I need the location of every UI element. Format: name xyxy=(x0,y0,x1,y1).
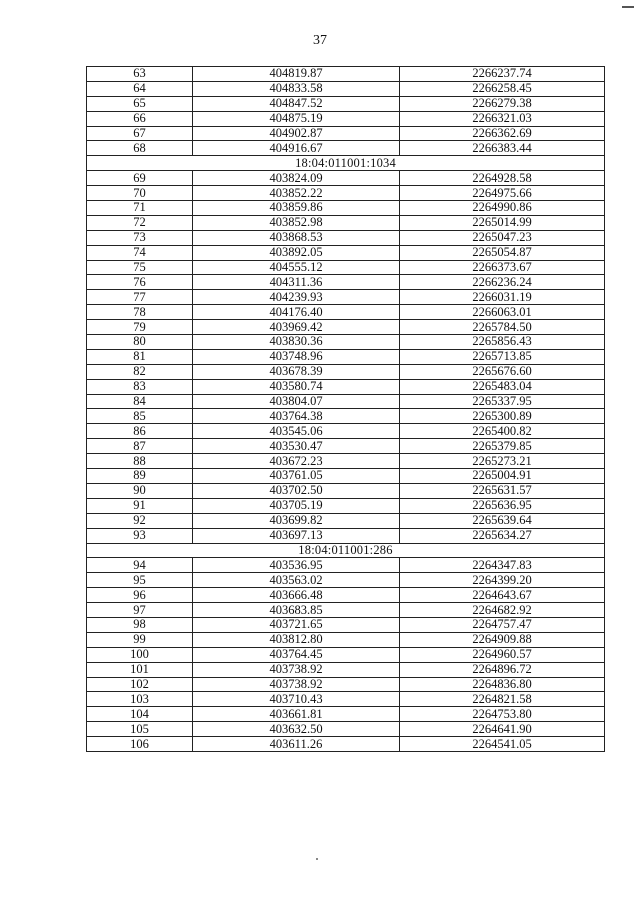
point-number: 84 xyxy=(87,394,193,409)
table-row xyxy=(87,469,605,484)
table-row xyxy=(87,707,605,722)
coordinates-table xyxy=(86,66,605,752)
point-number: 99 xyxy=(87,632,193,647)
y-coordinate: 2266258.45 xyxy=(400,81,605,96)
table-row xyxy=(87,364,605,379)
y-coordinate: 2264960.57 xyxy=(400,647,605,662)
y-coordinate: 2266373.67 xyxy=(400,260,605,275)
table-row xyxy=(87,647,605,662)
x-coordinate: 403710.43 xyxy=(193,692,400,707)
section-header-row xyxy=(87,156,605,171)
table-row xyxy=(87,409,605,424)
y-coordinate: 2266236.24 xyxy=(400,275,605,290)
table-row xyxy=(87,632,605,647)
x-coordinate: 404176.40 xyxy=(193,305,400,320)
point-number: 97 xyxy=(87,603,193,618)
table-row xyxy=(87,111,605,126)
point-number: 80 xyxy=(87,335,193,350)
y-coordinate: 2264836.80 xyxy=(400,677,605,692)
table-row xyxy=(87,245,605,260)
table-row xyxy=(87,290,605,305)
point-number: 94 xyxy=(87,558,193,573)
point-number: 86 xyxy=(87,424,193,439)
scan-speck xyxy=(316,858,318,860)
y-coordinate: 2264757.47 xyxy=(400,617,605,632)
y-coordinate: 2265639.64 xyxy=(400,513,605,528)
point-number: 105 xyxy=(87,722,193,737)
section-header-row xyxy=(87,543,605,558)
table-row xyxy=(87,230,605,245)
page-number: 37 xyxy=(313,33,327,48)
table-row xyxy=(87,588,605,603)
y-coordinate: 2265004.91 xyxy=(400,469,605,484)
y-coordinate: 2265784.50 xyxy=(400,320,605,335)
x-coordinate: 403812.80 xyxy=(193,632,400,647)
x-coordinate: 403969.42 xyxy=(193,320,400,335)
x-coordinate: 403804.07 xyxy=(193,394,400,409)
point-number: 70 xyxy=(87,186,193,201)
x-coordinate: 403666.48 xyxy=(193,588,400,603)
y-coordinate: 2266279.38 xyxy=(400,96,605,111)
point-number: 101 xyxy=(87,662,193,677)
table-row xyxy=(87,171,605,186)
y-coordinate: 2265636.95 xyxy=(400,498,605,513)
y-coordinate: 2265634.27 xyxy=(400,528,605,543)
table-row xyxy=(87,215,605,230)
table-row xyxy=(87,603,605,618)
x-coordinate: 403738.92 xyxy=(193,677,400,692)
x-coordinate: 404833.58 xyxy=(193,81,400,96)
y-coordinate: 2264975.66 xyxy=(400,186,605,201)
point-number: 85 xyxy=(87,409,193,424)
table-row xyxy=(87,439,605,454)
x-coordinate: 404555.12 xyxy=(193,260,400,275)
point-number: 79 xyxy=(87,320,193,335)
y-coordinate: 2264643.67 xyxy=(400,588,605,603)
x-coordinate: 403764.45 xyxy=(193,647,400,662)
point-number: 106 xyxy=(87,737,193,752)
point-number: 83 xyxy=(87,379,193,394)
x-coordinate: 403705.19 xyxy=(193,498,400,513)
point-number: 98 xyxy=(87,617,193,632)
point-number: 64 xyxy=(87,81,193,96)
table-row xyxy=(87,722,605,737)
y-coordinate: 2265337.95 xyxy=(400,394,605,409)
point-number: 91 xyxy=(87,498,193,513)
y-coordinate: 2264753.80 xyxy=(400,707,605,722)
x-coordinate: 403852.22 xyxy=(193,186,400,201)
x-coordinate: 404875.19 xyxy=(193,111,400,126)
x-coordinate: 404916.67 xyxy=(193,141,400,156)
x-coordinate: 403830.36 xyxy=(193,335,400,350)
x-coordinate: 403702.50 xyxy=(193,483,400,498)
point-number: 63 xyxy=(87,67,193,82)
x-coordinate: 403892.05 xyxy=(193,245,400,260)
x-coordinate: 403859.86 xyxy=(193,201,400,216)
point-number: 104 xyxy=(87,707,193,722)
y-coordinate: 2266063.01 xyxy=(400,305,605,320)
y-coordinate: 2264821.58 xyxy=(400,692,605,707)
x-coordinate: 403824.09 xyxy=(193,171,400,186)
x-coordinate: 403852.98 xyxy=(193,215,400,230)
point-number: 87 xyxy=(87,439,193,454)
cadastral-number: 18:04:011001:286 xyxy=(87,543,605,558)
point-number: 96 xyxy=(87,588,193,603)
table-row xyxy=(87,498,605,513)
x-coordinate: 403699.82 xyxy=(193,513,400,528)
table-row xyxy=(87,662,605,677)
point-number: 88 xyxy=(87,454,193,469)
y-coordinate: 2265676.60 xyxy=(400,364,605,379)
table-row xyxy=(87,349,605,364)
point-number: 73 xyxy=(87,230,193,245)
table-row xyxy=(87,513,605,528)
x-coordinate: 403721.65 xyxy=(193,617,400,632)
table-row xyxy=(87,67,605,82)
table-row xyxy=(87,305,605,320)
table-row xyxy=(87,424,605,439)
y-coordinate: 2265300.89 xyxy=(400,409,605,424)
x-coordinate: 403868.53 xyxy=(193,230,400,245)
y-coordinate: 2265047.23 xyxy=(400,230,605,245)
x-coordinate: 403536.95 xyxy=(193,558,400,573)
x-coordinate: 403672.23 xyxy=(193,454,400,469)
table-row xyxy=(87,260,605,275)
point-number: 68 xyxy=(87,141,193,156)
point-number: 89 xyxy=(87,469,193,484)
point-number: 69 xyxy=(87,171,193,186)
y-coordinate: 2266321.03 xyxy=(400,111,605,126)
x-coordinate: 403580.74 xyxy=(193,379,400,394)
point-number: 90 xyxy=(87,483,193,498)
y-coordinate: 2264541.05 xyxy=(400,737,605,752)
y-coordinate: 2266237.74 xyxy=(400,67,605,82)
table-row xyxy=(87,617,605,632)
point-number: 77 xyxy=(87,290,193,305)
table-row xyxy=(87,320,605,335)
table-row xyxy=(87,335,605,350)
x-coordinate: 403632.50 xyxy=(193,722,400,737)
point-number: 72 xyxy=(87,215,193,230)
point-number: 78 xyxy=(87,305,193,320)
y-coordinate: 2266031.19 xyxy=(400,290,605,305)
x-coordinate: 404902.87 xyxy=(193,126,400,141)
point-number: 92 xyxy=(87,513,193,528)
x-coordinate: 403764.38 xyxy=(193,409,400,424)
point-number: 81 xyxy=(87,349,193,364)
y-coordinate: 2264399.20 xyxy=(400,573,605,588)
point-number: 93 xyxy=(87,528,193,543)
y-coordinate: 2265856.43 xyxy=(400,335,605,350)
table-row xyxy=(87,379,605,394)
x-coordinate: 404819.87 xyxy=(193,67,400,82)
table-row xyxy=(87,96,605,111)
x-coordinate: 403530.47 xyxy=(193,439,400,454)
y-coordinate: 2264990.86 xyxy=(400,201,605,216)
y-coordinate: 2265273.21 xyxy=(400,454,605,469)
x-coordinate: 404847.52 xyxy=(193,96,400,111)
table-row xyxy=(87,394,605,409)
y-coordinate: 2265054.87 xyxy=(400,245,605,260)
y-coordinate: 2264896.72 xyxy=(400,662,605,677)
y-coordinate: 2265379.85 xyxy=(400,439,605,454)
coordinates-table-body xyxy=(87,67,605,752)
point-number: 95 xyxy=(87,573,193,588)
table-row xyxy=(87,275,605,290)
table-row xyxy=(87,573,605,588)
x-coordinate: 403661.81 xyxy=(193,707,400,722)
point-number: 75 xyxy=(87,260,193,275)
table-row xyxy=(87,81,605,96)
table-row xyxy=(87,558,605,573)
x-coordinate: 403697.13 xyxy=(193,528,400,543)
x-coordinate: 404311.36 xyxy=(193,275,400,290)
point-number: 100 xyxy=(87,647,193,662)
x-coordinate: 403748.96 xyxy=(193,349,400,364)
x-coordinate: 403738.92 xyxy=(193,662,400,677)
point-number: 74 xyxy=(87,245,193,260)
table-row xyxy=(87,201,605,216)
y-coordinate: 2266362.69 xyxy=(400,126,605,141)
table-row xyxy=(87,677,605,692)
corner-mark xyxy=(622,6,634,8)
y-coordinate: 2264928.58 xyxy=(400,171,605,186)
point-number: 67 xyxy=(87,126,193,141)
x-coordinate: 403563.02 xyxy=(193,573,400,588)
point-number: 102 xyxy=(87,677,193,692)
y-coordinate: 2266383.44 xyxy=(400,141,605,156)
y-coordinate: 2264909.88 xyxy=(400,632,605,647)
table-row xyxy=(87,692,605,707)
cadastral-number: 18:04:011001:1034 xyxy=(87,156,605,171)
table-row xyxy=(87,454,605,469)
y-coordinate: 2265631.57 xyxy=(400,483,605,498)
y-coordinate: 2265483.04 xyxy=(400,379,605,394)
point-number: 66 xyxy=(87,111,193,126)
y-coordinate: 2265713.85 xyxy=(400,349,605,364)
y-coordinate: 2264682.92 xyxy=(400,603,605,618)
table-row xyxy=(87,126,605,141)
table-row xyxy=(87,737,605,752)
x-coordinate: 403678.39 xyxy=(193,364,400,379)
point-number: 82 xyxy=(87,364,193,379)
y-coordinate: 2264347.83 xyxy=(400,558,605,573)
table-row xyxy=(87,528,605,543)
point-number: 103 xyxy=(87,692,193,707)
point-number: 65 xyxy=(87,96,193,111)
y-coordinate: 2265400.82 xyxy=(400,424,605,439)
x-coordinate: 403545.06 xyxy=(193,424,400,439)
table-row xyxy=(87,141,605,156)
table-row xyxy=(87,483,605,498)
y-coordinate: 2264641.90 xyxy=(400,722,605,737)
x-coordinate: 403761.05 xyxy=(193,469,400,484)
table-row xyxy=(87,186,605,201)
point-number: 71 xyxy=(87,201,193,216)
x-coordinate: 403611.26 xyxy=(193,737,400,752)
y-coordinate: 2265014.99 xyxy=(400,215,605,230)
x-coordinate: 403683.85 xyxy=(193,603,400,618)
point-number: 76 xyxy=(87,275,193,290)
x-coordinate: 404239.93 xyxy=(193,290,400,305)
